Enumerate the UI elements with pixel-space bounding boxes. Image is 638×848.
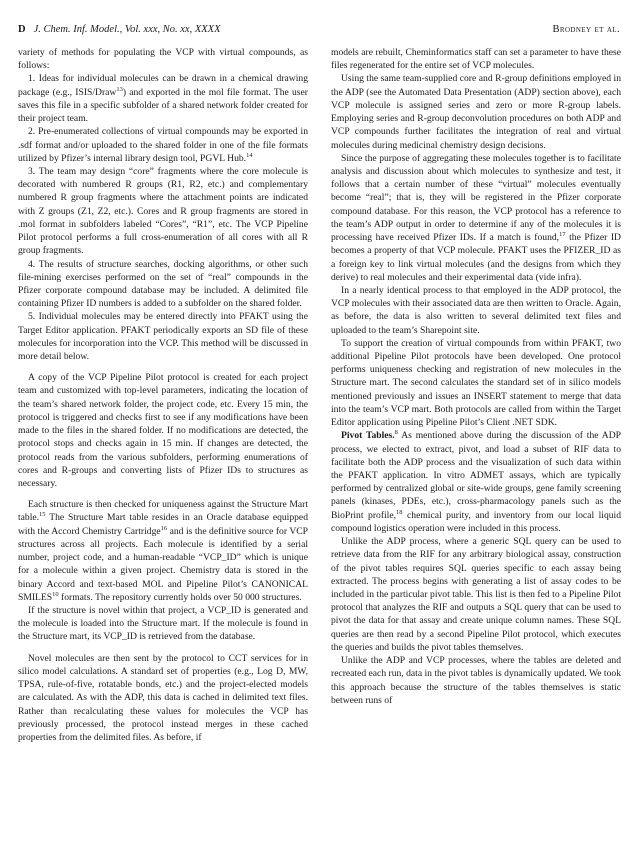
left-column	[18, 46, 308, 744]
reference-14: 14	[246, 151, 253, 159]
paragraph: Unlike the ADP process, where a generic SQL query can be used to retrieve data from the RIF for any arbitrary biological assay, construction of the pivot tables requires SQL queries specific to each assay being extracted. The process begins with generating a list of assay codes to be included in the particular pivot table. This list is then fed to a Pipeline Pilot protocol that analyzes the RIF and outputs a SQL query that can be used to pivot the data for that assay and create unique column names. These SQL queries are then read by a second Pipeline Pilot protocol, which executes the queries and builds the pivot tables themselves.	[331, 536, 621, 653]
header-authors: Brodney et al.	[552, 24, 620, 35]
reference-17: 17	[559, 231, 566, 239]
paragraph: 1. Ideas for individual molecules can be drawn in a chemical drawing package (e.g., ISIS/Draw$^{13}$) and exported in the mol file format. The user saves this file in a specific subfolder of a shared network folder created for their project team.	[18, 73, 308, 125]
paragraph: 4. The results of structure searches, docking algorithms, or other such file-mining exercises performed on the set of “real” compounds in the Pfizer corporate compound database may be included. A delimited file containing Pfizer ID numbers is added to a subfolder on the shared folder.	[18, 258, 308, 310]
reference-16: 16	[160, 524, 168, 532]
paragraph: Unlike the ADP and VCP processes, where the tables are deleted and recreated each run, data in the pivot tables is dynamically updated. We took this approach because the structure of the tables themselves is static between runs of	[331, 655, 621, 706]
reference-10: 10	[52, 590, 59, 598]
paragraph: 3. The team may design “core” fragments where the core molecule is decorated with numbered R groups (R1, R2, etc.) and complementary numbered R group fragments where the attachment points are indicated with Z groups (Z1, Z2, etc.). Cores and R group fragments are stored in .mol format in subfolders labeled “Cores”, “R1”, etc. The VCP Pipeline Pilot protocol performs a full cross-enumeration of all cores with all R group fragments.	[18, 165, 308, 257]
paragraph: Pivot Tables.$^8$ As mentioned above during the discussion of the ADP process, we elected to extract, pivot, and load a subset of RIF data to facilitate both the ADP process and the visualization of such data within the PFAKT application. In vitro ADMET assays, which are typically performed by centralized global or site-wide groups, gene family screening panels (kinases, PDEs, etc.), cross-pharmacology panels such as the BioPrint profile,$^{18}$ chemical purity, and inventory from our local liquid compound logistics operation were included in this process.	[331, 429, 622, 534]
reference-15: 15	[39, 511, 46, 519]
reference-18: 18	[396, 508, 403, 516]
reference-8: 8	[394, 429, 398, 437]
header-left	[18, 23, 221, 37]
running-header	[18, 23, 620, 39]
paragraph: To support the creation of virtual compounds from within PFAKT, two additional Pipeline Pilot protocols have been developed. One protocol performs uniqueness checking and registration of new molecules in the Structure mart. The second calculates the standard set of in silico models mentioned previously and issues an INSERT statement to merge that data into the team’s VCP mart. Both protocols are called from within the Target Editor application using Pipeline Pilot’s Client .NET SDK.	[331, 337, 621, 429]
paragraph: Each structure is then checked for uniqueness against the Structure Mart table.$^{15}$ The Structure Mart table resides in an Oracle database equipped with the Accord Chemistry Cartridge$^{16}$ and is the definitive source for VCP structures across all projects. Each molecule is identified by a serial number, project code, and a human-readable “VCP_ID” which is unique for a molecule within a given project. Chemistry data is stored in the binary Accord and text-based MOL and Pipeline Pilot’s CANONICAL SMILES$^{10}$ formats. The repository currently holds over 50 000 structures.	[18, 499, 308, 603]
right-column	[331, 46, 621, 707]
paragraph: models are rebuilt, Cheminformatics staff can set a parameter to have these files regenerated for the entire set of VCP molecules.	[331, 47, 621, 72]
paragraph: Novel molecules are then sent by the protocol to CCT services for in silico model calculations. A standard set of properties (e.g., Log D, MW, TPSA, rule-of-five, rotatable bonds, etc.) and the project-elected models are calculated. As with the ADP, this data is cached in delimited text files. Rather than recalculating these values for molecules the VCP has previously processed, the protocol instead merges in these cached properties from the delimited files. As before, if	[18, 652, 308, 743]
paragraph: In a nearly identical process to that employed in the ADP protocol, the VCP molecules with their associated data are then written to Oracle. Again, as before, the data is also written to several delimited text files and uploaded to the team’s Sharepoint site.	[331, 284, 621, 336]
paragraph: 2. Pre-enumerated collections of virtual compounds may be exported in .sdf format and/or uploaded to the shared folder in one of the file formats utilized by Pfizer’s internal library design tool, PGVL Hub.$^{14}$	[18, 126, 308, 164]
paragraph: 5. Individual molecules may be entered directly into PFAKT using the Target Editor application. PFAKT periodically exports an SD file of these molecules for incorporation into the VCP. This method will be discussed in more detail below.	[18, 311, 308, 363]
reference-13: 13	[116, 85, 123, 93]
journal-citation: J. Chem. Inf. Model., Vol. xxx, No. xx, XXXX	[33, 24, 221, 35]
paragraph: Using the same team-supplied core and R-group definitions employed in the ADP (see the Automated Data Presentation (ADP) section above), each VCP molecule is assigned series and zero or more R-group labels. Employing series and R-group deconvolution procedures on both ADP and VCP compounds further facilitates the integration of real and virtual molecules during medicinal chemistry design decisions.	[331, 73, 621, 151]
section-heading-pivot-tables: Pivot Tables.	[341, 430, 395, 442]
paragraph: A copy of the VCP Pipeline Pilot protocol is created for each project team and customized with top-level parameters, indicating the location of the team’s shared network folder, the project code, etc. Every 15 min, the protocol is triggered and checks first to see if any modifications have been made to the files in the shared folder. If no modifications are detected, the protocol stops and checks again in 15 min. If changes are detected, the protocol reads from the various subfolders, performing enumerations of cores and R-groups and converting lists of Pfizer IDs to structures as necessary.	[18, 372, 308, 489]
paragraph: variety of methods for populating the VCP with virtual compounds, as follows:	[18, 47, 308, 72]
page-number: D	[18, 24, 26, 35]
paragraph: Since the purpose of aggregating these molecules together is to facilitate analysis and discussion about which molecules to synthesize and test, it follows that a certain number of these “virtual” molecules eventually become “real”; that is, they will be registered in the Pfizer corporate compound database. For this reason, the VCP protocol has a reference to the team’s ADP output in order to determine if any of the molecules it is processing have received Pfizer IDs. If a match is found,$^{17}$ the Pfizer ID becomes a property of that VCP molecule. PFAKT uses the PFIZER_ID as a foreign key to link virtual molecules (and the designs from which they derive) to real molecules and their experimental data (vide infra).	[331, 152, 621, 283]
paragraph: If the structure is novel within that project, a VCP_ID is generated and the molecule is loaded into the Structure mart. If the molecule is found in the Structure mart, its VCP_ID is retrieved from the database.	[18, 604, 308, 643]
